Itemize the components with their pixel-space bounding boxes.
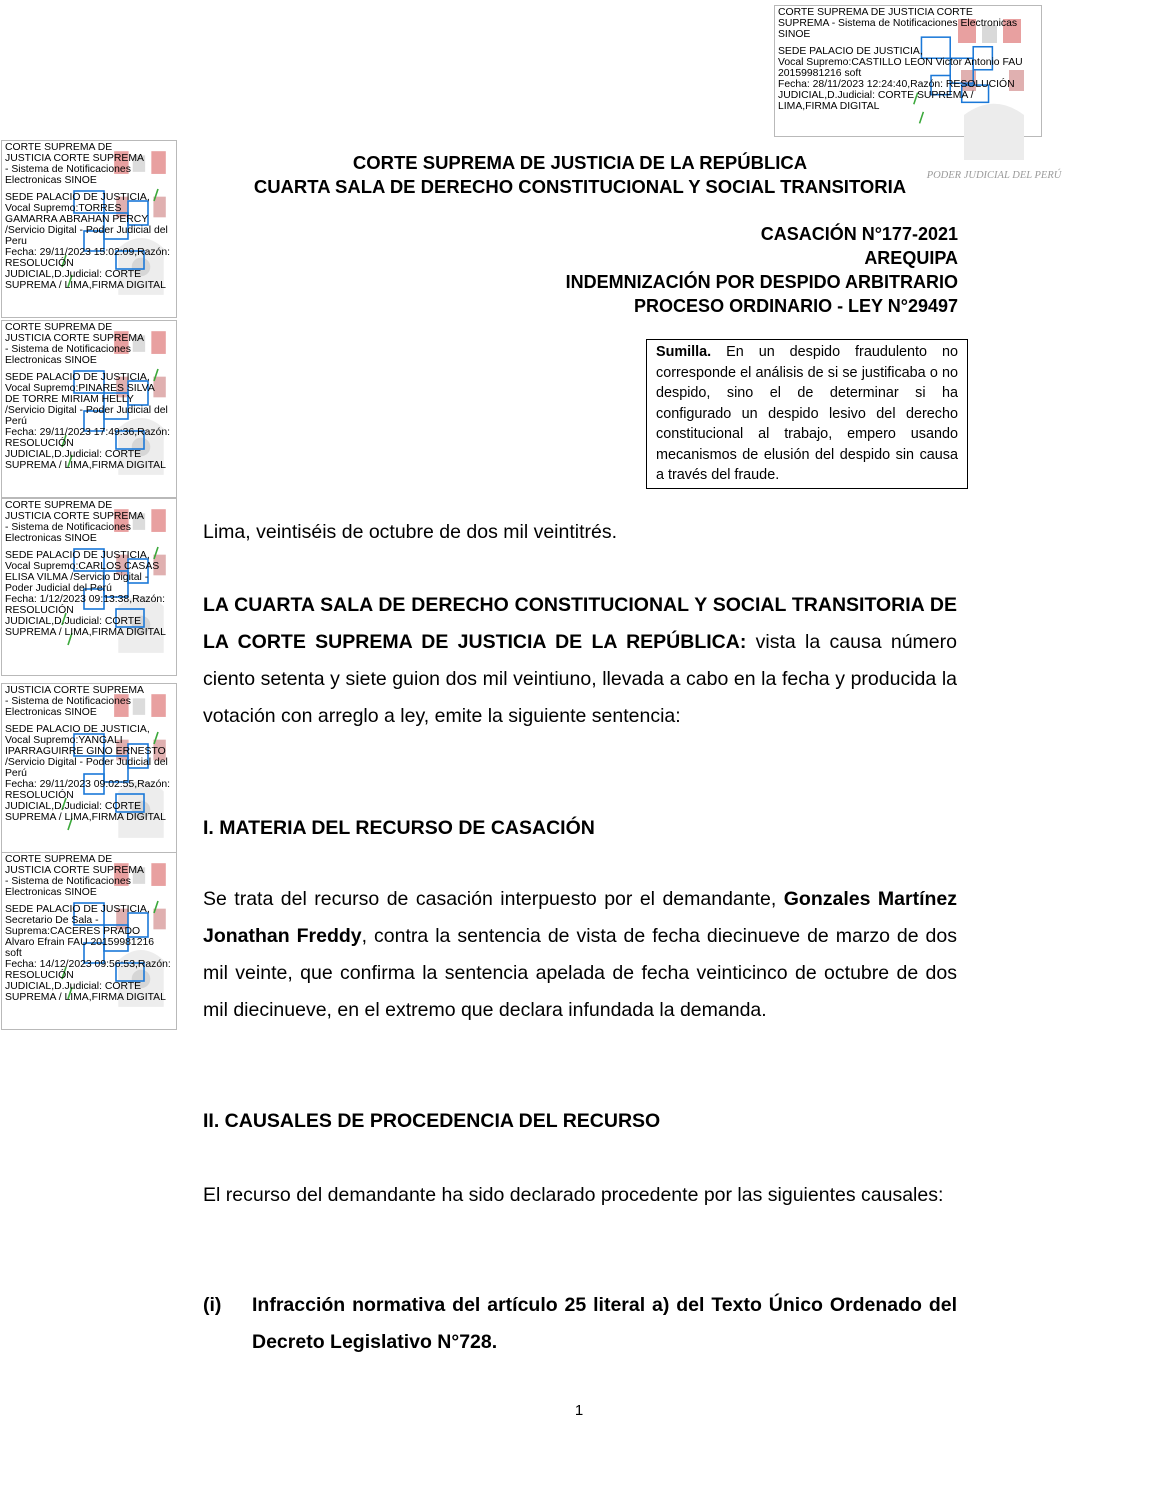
stamp-line: Poder Judicial del Perú (5, 583, 112, 594)
stamp-line: JUDICIAL,D.Judicial: CORTE (5, 801, 142, 812)
intro-bold: LA CUARTA SALA DE DERECHO CONSTITUCIONAL Y SOCIAL TRANSITORIA DE LA CORTE SUPREMA DE JUSTICIA DE LA REPÚBLICA: (203, 594, 957, 653)
stamp-line: Fecha: 29/11/2023 15:02:09,Razón: (5, 247, 171, 258)
stamp-line: - Sistema de Notificaciones (5, 344, 131, 355)
stamp-line: JUDICIAL,D.Judicial: CORTE (5, 269, 142, 280)
stamp-line: soft (5, 948, 22, 959)
sumilla-label: Sumilla. (656, 344, 712, 360)
section1-post: , contra la sentencia de vista de fecha diecinueve de marzo de dos mil veinte, que confirma la sentencia apelada de fecha veinticinco de octubre de dos mil diecinueve, en el extremo que declara infundada la demanda. (203, 925, 957, 1021)
stamp-line: Fecha: 28/11/2023 12:24:40,Razón: RESOLUCIÓN (778, 79, 1015, 90)
stamp-text (2, 321, 176, 471)
signature-stamp-side (1, 683, 177, 861)
case-process: PROCESO ORDINARIO - LEY N°29497 (634, 296, 958, 316)
appellant-name: Gonzales Martínez Jonathan Freddy (203, 888, 957, 947)
stamp-line: RESOLUCIÓN (5, 970, 74, 981)
intro-text: vista la causa número ciento setenta y siete guion dos mil veintiuno, llevada a cabo en la fecha y producida la votación con arreglo a ley, emite la siguiente sentencia: (203, 631, 957, 727)
stamp-line: JUDICIAL,D.Judicial: CORTE (5, 616, 142, 627)
signature-stamp-side (1, 498, 177, 676)
list-item-marker: (i) (203, 1294, 222, 1316)
stamp-line: ELISA VILMA /Servicio Digital - (5, 572, 149, 583)
stamp-line: - Sistema de Notificaciones (5, 696, 131, 707)
stamp-line: JUDICIAL,D.Judicial: CORTE (5, 449, 142, 460)
signature-stamp-side (1, 140, 177, 318)
stamp-text (2, 141, 176, 291)
stamp-line: CORTE SUPREMA DE (5, 142, 113, 153)
stamp-line: Fecha: 29/11/2023 09:02:55,Razón: (5, 779, 171, 790)
stamp-line: 20159981216 soft (778, 68, 862, 79)
list-item-text: Infracción normativa del artículo 25 literal a) del Texto Único Ordenado del Decreto Legislativo N°728. (252, 1294, 957, 1353)
stamp-line: - Sistema de Notificaciones (5, 164, 131, 175)
case-matter: INDEMNIZACIÓN POR DESPIDO ARBITRARIO (565, 272, 958, 292)
sumilla-box (646, 339, 968, 489)
stamp-line: JUSTICIA CORTE SUPREMA (5, 685, 144, 696)
stamp-line: Electronicas SINOE (5, 175, 97, 186)
page-number: 1 (574, 1402, 584, 1419)
stamp-line: Vocal Supremo:TORRES (5, 203, 122, 214)
stamp-line: LIMA,FIRMA DIGITAL (778, 101, 880, 112)
stamp-line: RESOLUCIÓN (5, 605, 74, 616)
stamp-line: SEDE PALACIO DE JUSTICIA, (5, 192, 150, 203)
stamp-line: SUPREMA / LIMA,FIRMA DIGITAL (5, 280, 166, 291)
stamp-text (2, 499, 176, 638)
stamp-line: Fecha: 1/12/2023 09:13:38,Razón: (5, 594, 166, 605)
stamp-line: Vocal Supremo:PINARES SILVA (5, 383, 155, 394)
stamp-line: /Servicio Digital - Poder Judicial del (5, 757, 168, 768)
stamp-text (2, 853, 176, 1003)
section1-title: I. MATERIA DEL RECURSO DE CASACIÓN (203, 817, 595, 839)
stamp-line: CORTE SUPREMA DE JUSTICIA CORTE (778, 7, 973, 18)
sumilla-text: En un despido fraudulento no corresponde el análisis de si se justificaba o no despido, sino el de determinar si ha configurado un despido lesivo del derecho constitucional al trabajo, empero usando mecanismos de elusión del despido sin causa a través del fraude. (656, 344, 958, 483)
stamp-line: JUSTICIA CORTE SUPREMA (5, 153, 144, 164)
stamp-line: Alvaro Efrain FAU 20159981216 (5, 937, 155, 948)
stamp-line: - Sistema de Notificaciones (5, 522, 131, 533)
stamp-line: SEDE PALACIO DE JUSTICIA, (5, 904, 150, 915)
stamp-line: Perú (5, 768, 27, 779)
stamp-line: SINOE (778, 29, 811, 40)
signature-stamp-side (1, 852, 177, 1030)
stamp-line: JUDICIAL,D.Judicial: CORTE SUPREMA / (778, 90, 974, 101)
stamp-line: RESOLUCIÓN (5, 258, 74, 269)
stamp-line: JUSTICIA CORTE SUPREMA (5, 511, 144, 522)
stamp-line: Perú (5, 416, 27, 427)
date-line: Lima, veintiséis de octubre de dos mil veintitrés. (203, 521, 618, 543)
stamp-line: Peru (5, 236, 27, 247)
stamp-line: JUSTICIA CORTE SUPREMA (5, 865, 144, 876)
stamp-line: JUDICIAL,D.Judicial: CORTE (5, 981, 142, 992)
stamp-line: GAMARRA ABRAHAN PERCY (5, 214, 149, 225)
stamp-line: RESOLUCIÓN (5, 438, 74, 449)
stamp-line: /Servicio Digital - Poder Judicial del (5, 405, 168, 416)
stamp-line: Secretario De Sala - (5, 915, 99, 926)
stamp-line: SUPREMA / LIMA,FIRMA DIGITAL (5, 992, 166, 1003)
stamp-line: SEDE PALACIO DE JUSTICIA, (5, 372, 150, 383)
stamp-line: JUSTICIA CORTE SUPREMA (5, 333, 144, 344)
section2-title: II. CAUSALES DE PROCEDENCIA DEL RECURSO (203, 1110, 661, 1132)
case-city: AREQUIPA (864, 248, 958, 268)
section1-pre: Se trata del recurso de casación interpuesto por el demandante, (203, 888, 784, 910)
stamp-line: SEDE PALACIO DE JUSTICIA, (5, 550, 150, 561)
stamp-line: SUPREMA / LIMA,FIRMA DIGITAL (5, 627, 166, 638)
seal-caption: PODER JUDICIAL DEL PERÚ (926, 170, 1062, 181)
stamp-text (775, 6, 1041, 112)
signature-stamp-side (1, 320, 177, 498)
stamp-line: IPARRAGUIRRE GINO ERNESTO (5, 746, 166, 757)
section1-paragraph (203, 881, 957, 1029)
stamp-line: Fecha: 29/11/2023 17:49:36,Razón: (5, 427, 171, 438)
court-name: CORTE SUPREMA DE JUSTICIA DE LA REPÚBLICA (352, 152, 808, 173)
stamp-line: CORTE SUPREMA DE (5, 500, 113, 511)
stamp-line: /Servicio Digital - Poder Judicial del (5, 225, 168, 236)
stamp-line: SUPREMA / LIMA,FIRMA DIGITAL (5, 812, 166, 823)
stamp-line: RESOLUCIÓN (5, 790, 74, 801)
stamp-line: Suprema:CACERES PRADO (5, 926, 141, 937)
stamp-line: SEDE PALACIO DE JUSTICIA, (778, 46, 923, 57)
case-info-block (566, 222, 958, 318)
stamp-line: Vocal Supremo:YANGALI (5, 735, 123, 746)
stamp-line: SUPREMA - Sistema de Notificaciones Electronicas (778, 18, 1018, 29)
chamber-name: CUARTA SALA DE DERECHO CONSTITUCIONAL Y SOCIAL TRANSITORIA (253, 176, 907, 197)
stamp-line: Electronicas SINOE (5, 887, 97, 898)
stamp-line: DE TORRE MIRIAM HELLY (5, 394, 134, 405)
stamp-line: Electronicas SINOE (5, 355, 97, 366)
section2-paragraph: El recurso del demandante ha sido declarado procedente por las siguientes causales: (203, 1184, 944, 1206)
stamp-line: Electronicas SINOE (5, 533, 97, 544)
stamp-line: CORTE SUPREMA DE (5, 322, 113, 333)
stamp-line: SEDE PALACIO DE JUSTICIA, (5, 724, 150, 735)
stamp-line: Vocal Supremo:CARLOS CASAS (5, 561, 160, 572)
intro-paragraph (203, 587, 957, 735)
stamp-line: SUPREMA / LIMA,FIRMA DIGITAL (5, 460, 166, 471)
case-number: CASACIÓN N°177-2021 (760, 224, 958, 244)
stamp-line: Electronicas SINOE (5, 707, 97, 718)
stamp-text (2, 684, 176, 823)
stamp-line: - Sistema de Notificaciones (5, 876, 131, 887)
stamp-line: Vocal Supremo:CASTILLO LEON Victor Antonio FAU (778, 57, 1023, 68)
signature-stamp-top (774, 5, 1062, 181)
stamp-line: Fecha: 14/12/2023 09:56:53,Razón: (5, 959, 171, 970)
stamp-line: CORTE SUPREMA DE (5, 854, 113, 865)
